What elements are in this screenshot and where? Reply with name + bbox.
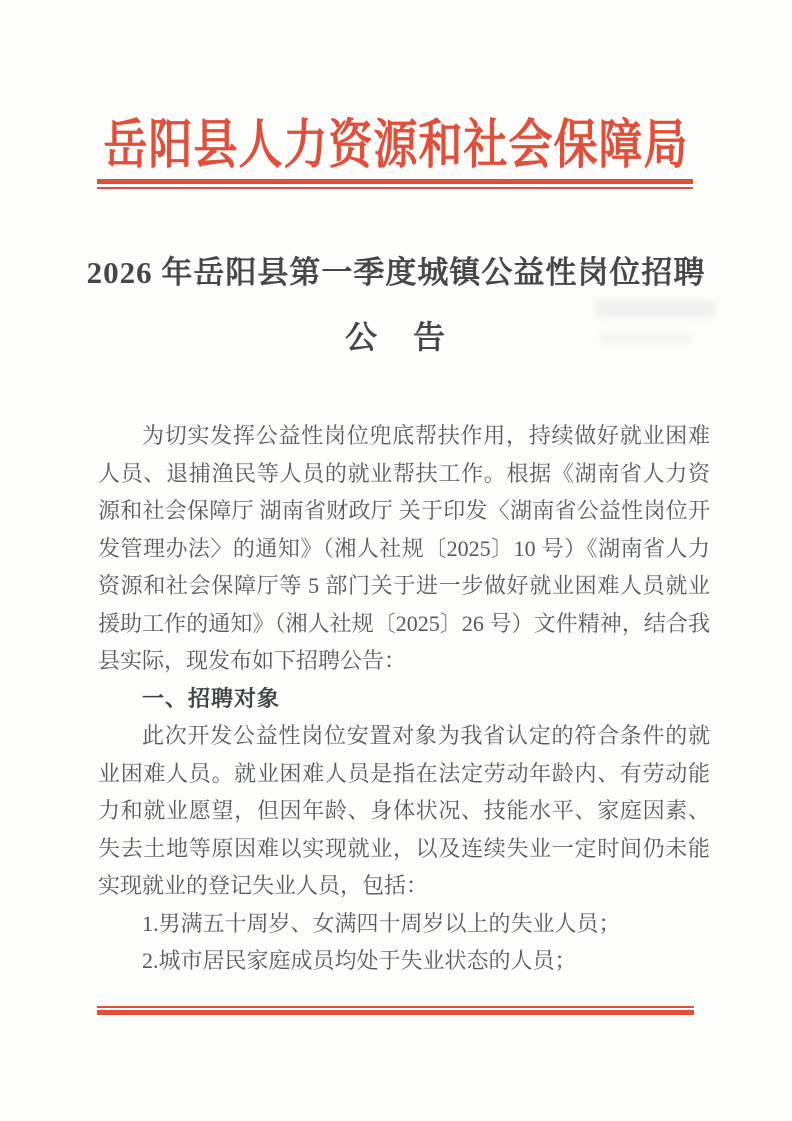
scan-artifact <box>600 332 690 344</box>
paragraph-intro: 为切实发挥公益性岗位兜底帮扶作用，持续做好就业困难人员、退捕渔民等人员的就业帮扶工作。根据《湖南省人力资源和社会保障厅 湖南省财政厅 关于印发〈湖南省公益性岗位开发管理办法〉的通知》（湘人社规〔2025〕10 号）《湖南省人力资源和社会保障厅等 5 部门关于进一步做好就业困难人员就业援助工作的通知》（湘人社规〔2025〕26 号）文件精神，结合我县实际，现发布如下招聘公告： <box>98 423 710 673</box>
letterhead-rule-thin <box>97 187 693 189</box>
list-item-1: 1.男满五十周岁、女满四十周岁以上的失业人员； <box>142 910 621 936</box>
section-heading-recruitment-targets: 一、招聘对象 <box>142 685 281 711</box>
paragraph-target-definition: 此次开发公益性岗位安置对象为我省认定的符合条件的就业困难人员。就业困难人员是指在法定劳动年龄内、有劳动能力和就业愿望，但因年龄、身体状况、技能水平、家庭因素、失去土地等原因难以实现就业，以及连续失业一定时间仍未能实现就业的登记失业人员，包括： <box>98 723 710 898</box>
document-body <box>98 417 710 980</box>
footer-rule-thick <box>97 1010 694 1015</box>
scan-artifact <box>595 300 715 318</box>
footer-rule-thin <box>97 1006 694 1008</box>
document-title-line2: 公 告 <box>344 319 447 355</box>
document-title-line1: 2026 年岳阳县第一季度城镇公益性岗位招聘 <box>86 255 706 290</box>
agency-letterhead: 岳阳县人力资源和社会保障局 <box>103 115 689 175</box>
letterhead-rule-thick <box>97 179 693 184</box>
list-item-2: 2.城市居民家庭成员均处于失业状态的人员； <box>142 948 577 973</box>
